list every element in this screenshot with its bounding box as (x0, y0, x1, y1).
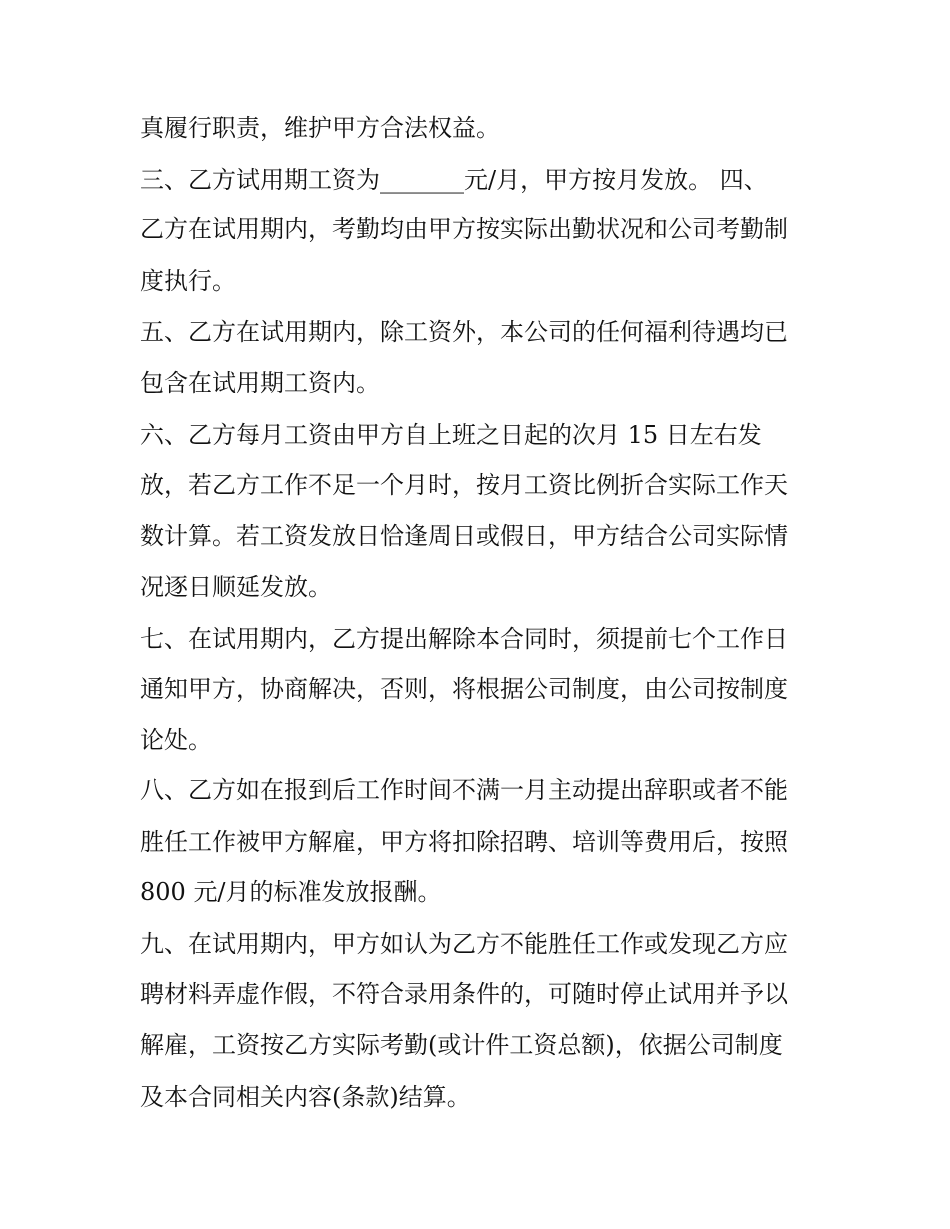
text-line: 九、在试用期内，甲方如认为乙方不能胜任工作或发现乙方应 (140, 930, 788, 958)
text-line: 胜任工作被甲方解雇，甲方将扣除招聘、培训等费用后，按照 (140, 828, 788, 856)
text-line: 数计算。若工资发放日恰逢周日或假日，甲方结合公司实际情 (140, 522, 788, 550)
text-line: 放，若乙方工作不足一个月时，按月工资比例折合实际工作天 (140, 471, 788, 499)
text-line: 乙方在试用期内，考勤均由甲方按实际出勤状况和公司考勤制 (140, 215, 788, 243)
text-line: 况逐日顺延发放。 (140, 573, 332, 601)
text-line: 及本合同相关内容(条款)结算。 (140, 1083, 471, 1111)
text-line: 七、在试用期内，乙方提出解除本合同时，须提前七个工作日 (140, 625, 788, 653)
text-line: 五、乙方在试用期内，除工资外，本公司的任何福利待遇均已 (140, 318, 788, 346)
text-line: 通知甲方，协商解决，否则，将根据公司制度，由公司按制度 (140, 675, 788, 703)
text-line: 度执行。 (140, 267, 236, 295)
text-line: 包含在试用期工资内。 (140, 369, 380, 397)
text-line: 论处。 (140, 726, 212, 754)
text-line: 八、乙方如在报到后工作时间不满一月主动提出辞职或者不能 (140, 776, 788, 804)
text-line: 真履行职责，维护甲方合法权益。 (140, 114, 500, 142)
text-line: 六、乙方每月工资由甲方自上班之日起的次月 15 日左右发 (140, 421, 762, 449)
text-line: 聘材料弄虚作假，不符合录用条件的，可随时停止试用并予以 (140, 980, 788, 1008)
text-line: 三、乙方试用期工资为_______元/月，甲方按月发放。 四、 (140, 166, 768, 194)
text-line: 解雇，工资按乙方实际考勤(或计件工资总额)，依据公司制度 (140, 1031, 783, 1059)
text-line: 800 元/月的标准发放报酬。 (140, 878, 442, 906)
